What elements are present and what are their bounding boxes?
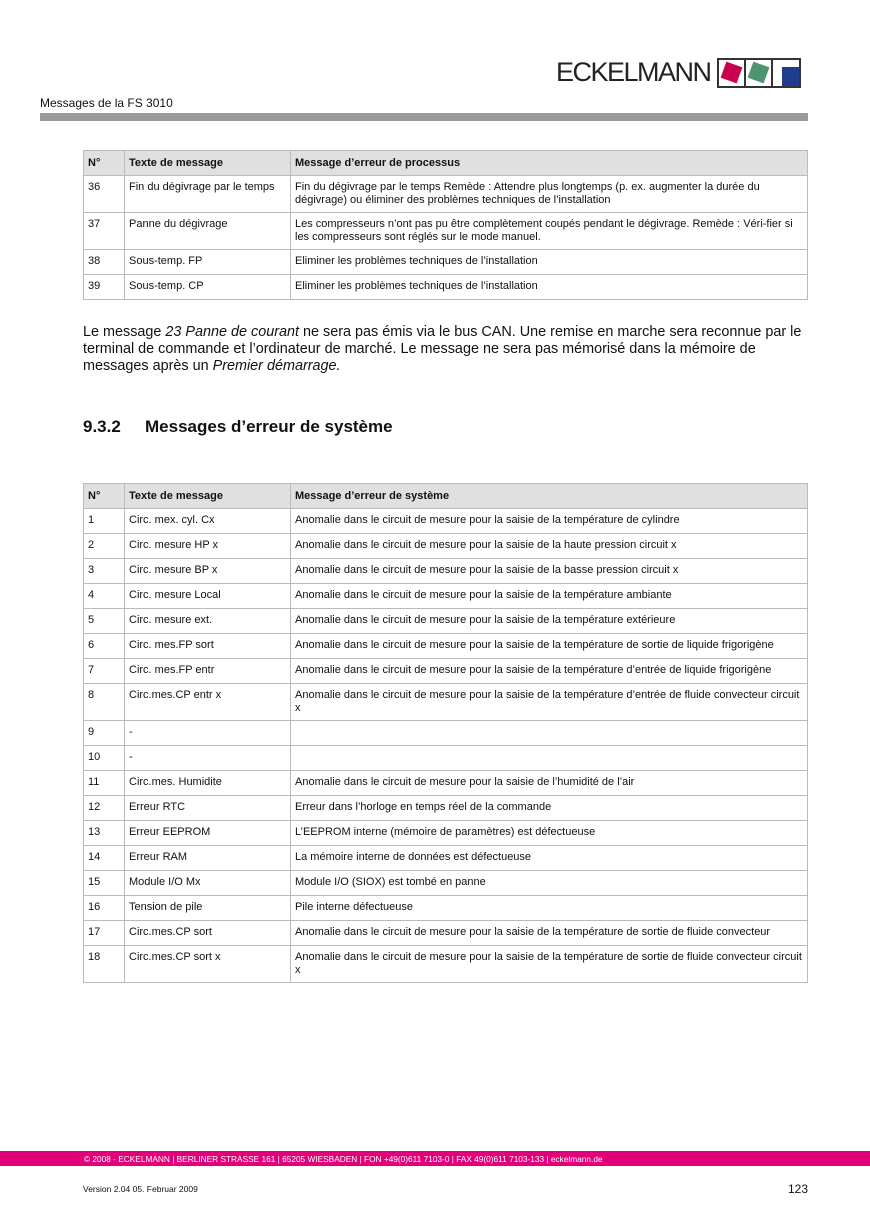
cell-number: 4: [84, 584, 125, 609]
cell-number: 12: [84, 796, 125, 821]
cell-number: 2: [84, 534, 125, 559]
cell-number: 5: [84, 609, 125, 634]
footer-version: Version 2.04 05. Februar 2009: [83, 1184, 198, 1194]
cell-message-text: Module I/O Mx: [125, 871, 291, 896]
cell-number: 15: [84, 871, 125, 896]
table-row: [84, 634, 808, 659]
table-row: [84, 896, 808, 921]
cell-message-text: Circ. mesure HP x: [125, 534, 291, 559]
table-header-row: [84, 151, 808, 176]
table-row: [84, 534, 808, 559]
cell-number: 1: [84, 509, 125, 534]
table-row: [84, 871, 808, 896]
table-row: [84, 684, 808, 721]
table-row: [84, 721, 808, 746]
col-message-text: Texte de message: [125, 484, 291, 509]
footer-address: © 2008 - ECKELMANN | BERLINER STRASSE 161 | 65205 WIESBADEN | FON +49(0)611 7103-0 | FAX 49(0)611 7103-133 | eckelmann.de: [0, 1151, 870, 1166]
table-row: [84, 509, 808, 534]
table-row: [84, 659, 808, 684]
table-row: [84, 771, 808, 796]
cell-error: Anomalie dans le circuit de mesure pour la saisie de la température de cylindre: [291, 509, 808, 534]
col-number: N°: [84, 484, 125, 509]
table-row: [84, 821, 808, 846]
cell-number: 39: [84, 275, 125, 300]
cell-error: Les compresseurs n’ont pas pu être complètement coupés pendant le dégivrage. Remède : Véri-fier si les compresseurs sont réglés sur le mode manuel.: [291, 213, 808, 250]
system-error-table: [83, 483, 808, 983]
col-error: Message d’erreur de processus: [291, 151, 808, 176]
cell-error: La mémoire interne de données est défectueuse: [291, 846, 808, 871]
table-row: [84, 846, 808, 871]
process-error-table: [83, 150, 808, 300]
cell-error: Fin du dégivrage par le temps Remède : Attendre plus longtemps (p. ex. augmenter la durée du dégivrage) ou éliminer des problèmes techniques de l’installation: [291, 176, 808, 213]
cell-number: 10: [84, 746, 125, 771]
table-header-row: [84, 484, 808, 509]
cell-number: 9: [84, 721, 125, 746]
cell-message-text: Circ.mes.CP sort: [125, 921, 291, 946]
cell-number: 13: [84, 821, 125, 846]
cell-error: [291, 721, 808, 746]
section-title: Messages d’erreur de système: [145, 417, 393, 436]
cell-number: 37: [84, 213, 125, 250]
cell-number: 8: [84, 684, 125, 721]
text: Le message: [83, 324, 166, 340]
section-number: 9.3.2: [83, 417, 121, 436]
cell-error: Module I/O (SIOX) est tombé en panne: [291, 871, 808, 896]
cell-error: Erreur dans l’horloge en temps réel de la commande: [291, 796, 808, 821]
cell-error: [291, 746, 808, 771]
col-message-text: Texte de message: [125, 151, 291, 176]
logo-squares: [717, 58, 801, 88]
cell-error: Anomalie dans le circuit de mesure pour la saisie de la température extérieure: [291, 609, 808, 634]
cell-number: 3: [84, 559, 125, 584]
cell-error: Anomalie dans le circuit de mesure pour la saisie de la température de sortie de liquide frigorigène: [291, 634, 808, 659]
cell-error: Anomalie dans le circuit de mesure pour la saisie de la basse pression circuit x: [291, 559, 808, 584]
cell-message-text: Tension de pile: [125, 896, 291, 921]
italic-text: 23 Panne de courant: [165, 324, 300, 340]
cell-number: 7: [84, 659, 125, 684]
section-heading: [83, 417, 393, 437]
cell-number: 18: [84, 946, 125, 983]
text: ne sera pas émis via le bus CAN. Une remise en marche sera reconnue par le terminal de commande et l’ordinateur de marché. Le message ne sera pas mémorisé dans la mémoire de messages après un: [83, 324, 802, 374]
cell-message-text: Circ. mesure BP x: [125, 559, 291, 584]
cell-message-text: Circ. mes.FP entr: [125, 659, 291, 684]
table-row: [84, 213, 808, 250]
cell-number: 17: [84, 921, 125, 946]
col-error: Message d’erreur de système: [291, 484, 808, 509]
cell-message-text: Circ.mes.CP sort x: [125, 946, 291, 983]
header-divider: [40, 113, 808, 121]
cell-message-text: Circ. mesure Local: [125, 584, 291, 609]
table-row: [84, 921, 808, 946]
table-row: [84, 796, 808, 821]
cell-message-text: Circ. mes.FP sort: [125, 634, 291, 659]
cell-message-text: Circ.mes. Humidite: [125, 771, 291, 796]
cell-error: Anomalie dans le circuit de mesure pour la saisie de la température de sortie de fluide convecteur circuit x: [291, 946, 808, 983]
table-row: [84, 176, 808, 213]
magenta-diamond-icon: [720, 61, 742, 83]
table-row: [84, 584, 808, 609]
cell-number: 11: [84, 771, 125, 796]
cell-message-text: -: [125, 721, 291, 746]
cell-number: 38: [84, 250, 125, 275]
cell-error: Anomalie dans le circuit de mesure pour la saisie de la température d’entrée de liquide frigorigène: [291, 659, 808, 684]
cell-error: Anomalie dans le circuit de mesure pour la saisie de la température d’entrée de fluide convecteur circuit x: [291, 684, 808, 721]
table-row: [84, 250, 808, 275]
cell-message-text: Sous-temp. CP: [125, 275, 291, 300]
cell-error: Anomalie dans le circuit de mesure pour la saisie de la haute pression circuit x: [291, 534, 808, 559]
table-row: [84, 946, 808, 983]
cell-message-text: Panne du dégivrage: [125, 213, 291, 250]
cell-error: Anomalie dans le circuit de mesure pour la saisie de la température de sortie de fluide convecteur: [291, 921, 808, 946]
cell-message-text: -: [125, 746, 291, 771]
cell-message-text: Erreur RAM: [125, 846, 291, 871]
cell-message-text: Erreur EEPROM: [125, 821, 291, 846]
table-row: [84, 275, 808, 300]
cell-message-text: Circ. mex. cyl. Cx: [125, 509, 291, 534]
header-title: Messages de la FS 3010: [40, 96, 173, 110]
cell-error: Anomalie dans le circuit de mesure pour la saisie de la température ambiante: [291, 584, 808, 609]
green-diamond-icon: [747, 61, 769, 83]
cell-error: Pile interne défectueuse: [291, 896, 808, 921]
cell-error: Eliminer les problèmes techniques de l’installation: [291, 275, 808, 300]
col-number: N°: [84, 151, 125, 176]
cell-error: Anomalie dans le circuit de mesure pour la saisie de l’humidité de l’air: [291, 771, 808, 796]
table-row: [84, 559, 808, 584]
logo-text: ECKELMANN: [556, 57, 711, 87]
table-row: [84, 609, 808, 634]
cell-message-text: Erreur RTC: [125, 796, 291, 821]
cell-number: 36: [84, 176, 125, 213]
cell-error: L’EEPROM interne (mémoire de paramètres) est défectueuse: [291, 821, 808, 846]
cell-message-text: Circ. mesure ext.: [125, 609, 291, 634]
cell-number: 6: [84, 634, 125, 659]
eckelmann-logo: [556, 57, 801, 88]
cell-message-text: Fin du dégivrage par le temps: [125, 176, 291, 213]
cell-message-text: Sous-temp. FP: [125, 250, 291, 275]
cell-number: 14: [84, 846, 125, 871]
body-paragraph: [83, 324, 808, 375]
cell-error: Eliminer les problèmes techniques de l’installation: [291, 250, 808, 275]
page-number: 123: [787, 1182, 808, 1196]
blue-square-icon: [782, 67, 799, 86]
table-row: [84, 746, 808, 771]
cell-message-text: Circ.mes.CP entr x: [125, 684, 291, 721]
italic-text: Premier démarrage.: [212, 358, 341, 374]
cell-number: 16: [84, 896, 125, 921]
